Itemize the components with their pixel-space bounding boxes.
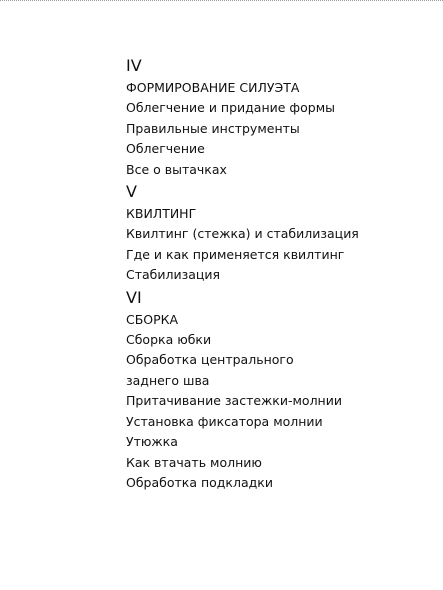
- toc-item: Облегчение и придание формы: [126, 100, 335, 115]
- toc-section-v: [126, 180, 426, 286]
- section-title: ФОРМИРОВАНИЕ СИЛУЭТА: [126, 80, 300, 95]
- section-numeral: IV: [126, 56, 142, 75]
- toc-item: Обработка подкладки: [126, 475, 273, 490]
- toc-item: Правильные инструменты: [126, 120, 300, 136]
- table-of-contents: [126, 54, 426, 494]
- toc-item: Обработка центрального заднего шва: [126, 352, 294, 388]
- toc-section-vi: [126, 286, 426, 494]
- toc-item: Квилтинг (стежка) и стабилизация: [126, 226, 359, 241]
- toc-item: Облегчение: [126, 141, 205, 156]
- toc-item: Стабилизация: [126, 267, 221, 282]
- toc-item: Утюжка: [126, 434, 178, 449]
- toc-item: Сборка юбки: [126, 331, 212, 347]
- section-numeral: VI: [126, 287, 142, 307]
- section-title: СБОРКА: [126, 311, 179, 327]
- toc-item: Как втачать молнию: [126, 454, 262, 470]
- section-numeral: V: [126, 182, 137, 201]
- toc-section-iv: [126, 54, 426, 180]
- toc-item: Притачивание застежки-молнии: [126, 393, 342, 408]
- toc-item: Все о вытачках: [126, 161, 227, 177]
- page-top-border: [0, 0, 443, 1]
- toc-item: Установка фиксатора молнии: [126, 413, 323, 429]
- section-title: КВИЛТИНГ: [126, 206, 197, 221]
- toc-item: Где и как применяется квилтинг: [126, 246, 345, 262]
